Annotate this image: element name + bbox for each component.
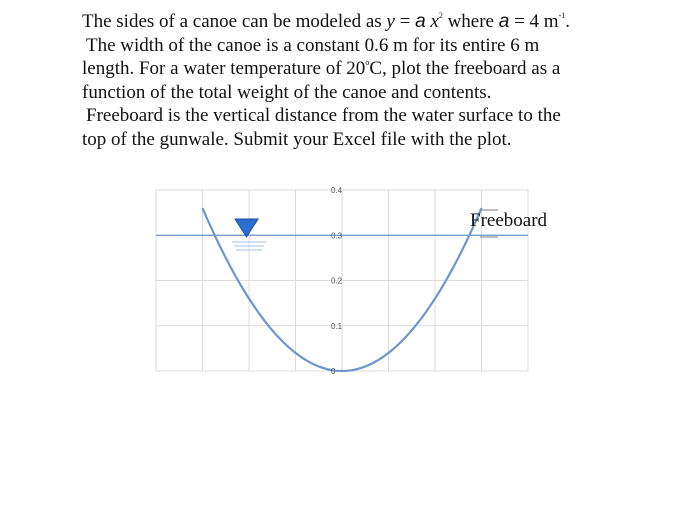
problem-line-6: top of the gunwale. Submit your Excel file with the plot.	[82, 128, 512, 150]
text-segment: = 4 m	[509, 11, 559, 32]
text-segment: where	[442, 11, 499, 32]
var-a: a	[498, 11, 510, 32]
text-segment: .	[565, 11, 570, 32]
text-segment: The sides of a canoe can be modeled as	[82, 11, 387, 32]
exponent: -1	[558, 11, 566, 20]
problem-line-2: The width of the canoe is a constant 0.6 m for its entire 6 m	[86, 34, 540, 56]
var-x: x	[425, 11, 439, 32]
text-segment: =	[394, 11, 416, 32]
exponent: 2	[438, 11, 443, 20]
text-segment: length. For a water temperature of 20	[82, 58, 366, 79]
degree-symbol: o	[365, 58, 370, 67]
y-tick-label: 0.3	[331, 231, 343, 241]
var-y: y	[386, 11, 395, 32]
y-tick-label: 0.1	[331, 321, 343, 331]
problem-line-5: Freeboard is the vertical distance from the water surface to the	[86, 105, 561, 126]
y-tick-label: 0.4	[331, 186, 343, 195]
text-segment: C, plot the freeboard as a	[369, 58, 561, 79]
problem-line-4: function of the total weight of the canoe and contents.	[82, 81, 492, 103]
freeboard-label: Freeboard	[470, 210, 548, 231]
y-tick-label: 0	[331, 367, 336, 376]
y-tick-label: 0.2	[331, 276, 343, 286]
var-a: a	[415, 11, 426, 32]
